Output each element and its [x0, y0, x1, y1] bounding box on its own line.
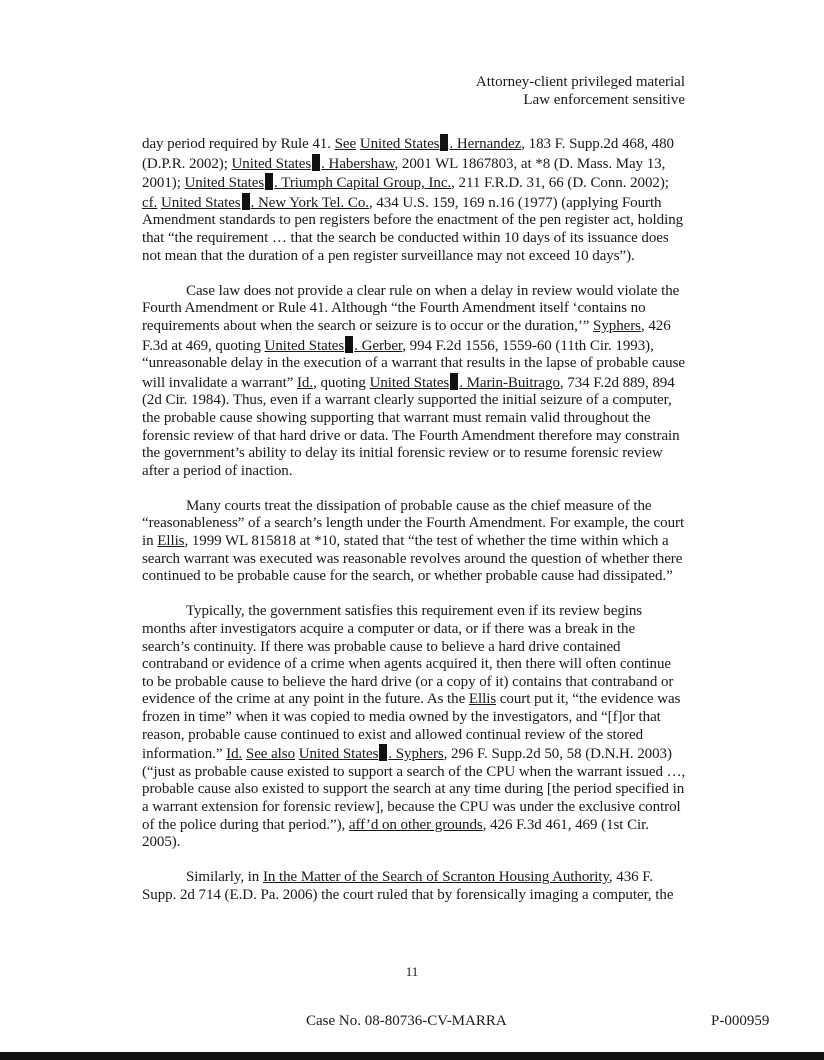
bottom-border [0, 1052, 824, 1060]
citation-text: . Gerber [354, 337, 403, 354]
paragraph-text: , 434 U.S. 159, 169 n.16 (1977) (applying Fourth Amendment standards to pen registers before the enactment of the pen register act, holding that “the requirement … that the search be conducted within 10 days of its issuance does not mean that the duration of a pen register surveillance may not exceed 10 days”). [142, 194, 684, 264]
citation-text: United States [160, 194, 241, 211]
paragraph-text: , 211 F.R.D. 31, 66 (D. Conn. 2002); [451, 175, 669, 192]
citation-text: United States [184, 175, 265, 192]
citation-text: Ellis [468, 691, 497, 708]
body-paragraph [142, 869, 686, 904]
citation-text: Syphers [593, 317, 641, 334]
citation-text: Id. [296, 374, 314, 391]
citation-text: Id. [226, 746, 243, 763]
paragraph-text: Similarly, in [186, 869, 263, 886]
paragraph-text: , 2001 WL 1867803, at *8 (D. Mass. May 13, 2001); [142, 155, 666, 192]
citation-text: . Habershaw [321, 155, 395, 172]
citation-text: United States [231, 155, 312, 172]
redaction-mark [379, 744, 387, 761]
citation-text: United States [359, 136, 440, 152]
paragraph-text: court put it, “the evidence was frozen in time” when it was copied to media owned by the investigators, and “[f]or that reason, probable cause continued to exist and allowed continual review of the stored information.” [142, 691, 681, 763]
redaction-mark [345, 336, 353, 353]
paragraph-text: , 436 F. Supp. 2d 714 (E.D. Pa. 2006) the court ruled that by forensically imaging a computer, the [142, 869, 674, 903]
header-line-1: Attorney-client privileged material [475, 74, 685, 90]
citation-text: . Marin-Buitrago [459, 374, 560, 391]
paragraph-text: , quoting [313, 374, 370, 391]
paragraph-text: Typically, the government satisfies this requirement even if its review begins months after investigators acquire a computer or data, or if there was a break in the search’s continuity. If there was probable cause to believe a hard drive contained contraband or evidence of a crime when agents acquired it, then there will often continue to be probable cause to believe the hard drive (or a copy of it) contains that contraband or evidence of the crime at any point in the future. As the [142, 603, 674, 708]
citation-text: In the Matter of the Search of Scranton Housing Authority [262, 869, 609, 886]
redaction-mark [242, 193, 250, 210]
citation-text: See also [245, 746, 296, 763]
bates-number: P-000959 [711, 1013, 770, 1029]
citation-text: . Syphers [388, 746, 444, 763]
document-body [142, 134, 686, 922]
paragraph-text: , 734 F.2d 889, 894 (2d Cir. 1984). Thus, even if a warrant clearly supported the initial seizure of a computer, the probable cause showing supporting that warrant must remain valid throughout the forensic review of that hard drive or data. The Fourth Amendment therefore may constrain the government’s ability to delay its initial forensic review or to resume forensic review after a period of inaction. [142, 374, 680, 479]
redaction-mark [265, 173, 273, 190]
case-number: Case No. 08-80736-CV-MARRA [306, 1013, 507, 1029]
citation-text: See [334, 136, 357, 152]
paragraph-text: , 426 F.3d at 469, quoting [142, 317, 671, 354]
paragraph-text: Case law does not provide a clear rule on when a delay in review would violate the Fourth Amendment or Rule 41. Although “the Fourth Amendment itself ‘contains no requirements about when the search or seizure is to occur or the duration,’” [142, 282, 680, 334]
citation-text: . Hernandez [449, 136, 522, 152]
paragraph-text: day period required by Rule 41. [142, 136, 335, 152]
body-paragraph [142, 498, 686, 586]
paragraph-text: Many courts treat the dissipation of probable cause as the chief measure of the “reasonableness” of a search’s length under the Fourth Amendment. For example, the court in [142, 497, 685, 550]
citation-text: Ellis [157, 533, 185, 550]
citation-text: . New York Tel. Co. [250, 194, 369, 211]
body-paragraph [142, 283, 686, 481]
redaction-mark [312, 154, 320, 171]
citation-text: aff’d on other grounds [348, 816, 483, 833]
paragraph-text: , 994 F.2d 1556, 1559-60 (11th Cir. 1993), “unreasonable delay in the execution of a warrant that results in the lapse of probable cause will invalidate a warrant” [142, 337, 685, 391]
citation-text: United States [369, 374, 450, 391]
paragraph-text: , 296 F. Supp.2d 50, 58 (D.N.H. 2003) (“just as probable cause existed to support a search of the CPU when the warrant issued …, probable cause also existed to support the search at any time during [the period specified in a warrant extension for forensic review], because the CPU was under the exclusive control of the police during that period.”), [142, 746, 686, 833]
redaction-mark [440, 134, 448, 151]
paragraph-text: , 183 F. Supp.2d 468, 480 (D.P.R. 2002); [142, 136, 674, 172]
header-line-2: Law enforcement sensitive [523, 91, 685, 108]
citation-text: cf. [142, 194, 158, 211]
redaction-mark [450, 373, 458, 390]
paragraph-text: , 426 F.3d 461, 469 (1st Cir. 2005). [142, 816, 649, 851]
body-paragraph [142, 603, 686, 851]
body-paragraph [142, 134, 686, 265]
page-number: 11 [405, 964, 419, 979]
privilege-header [476, 74, 685, 109]
citation-text: . Triumph Capital Group, Inc. [274, 175, 452, 192]
paragraph-text: , 1999 WL 815818 at *10, stated that “the test of whether the time within which a search warrant was executed was reasonable revolves around the question of whether there continued to be probable cause for the search, or whether probable cause had dissipated.” [142, 533, 683, 585]
citation-text: United States [298, 746, 379, 763]
citation-text: United States [264, 337, 345, 354]
